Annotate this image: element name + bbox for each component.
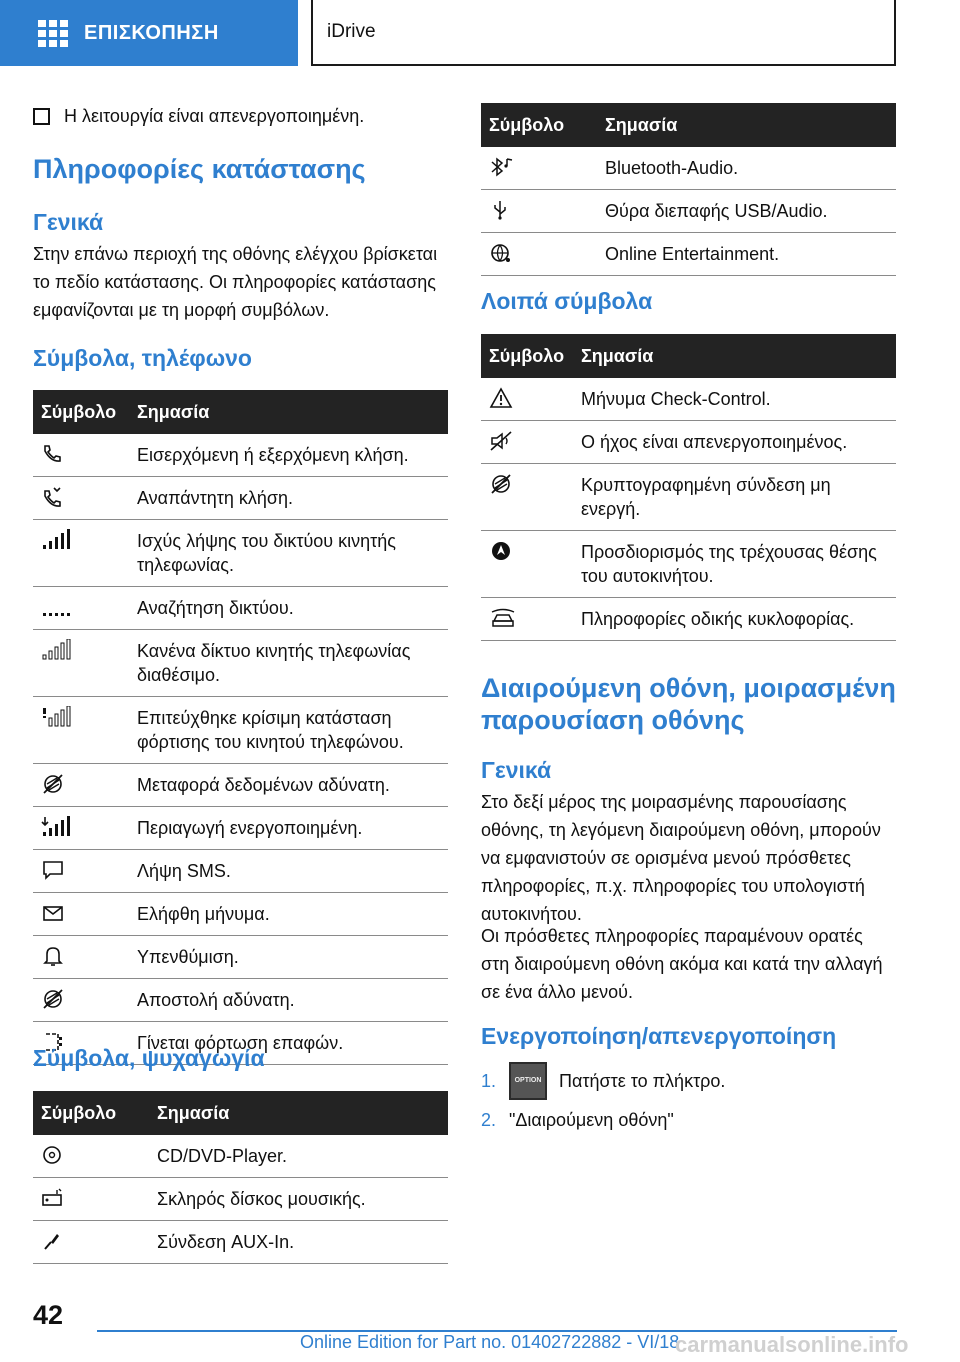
table-row (33, 520, 448, 587)
col-meaning: Σημασία (129, 390, 448, 434)
section-title: iDrive (311, 0, 896, 66)
online-entertainment-icon (489, 242, 513, 264)
row-text: Bluetooth-Audio. (597, 147, 896, 190)
option-button[interactable]: OPTION (509, 1062, 547, 1100)
table-row (33, 850, 448, 893)
data-blocked-icon (41, 773, 65, 795)
table-row (33, 434, 448, 477)
usb-icon (489, 199, 511, 221)
row-text: Επιτεύχθηκε κρίσιμη κατάσταση φόρτισης του κινητού τηλεφώνου. (129, 697, 448, 764)
row-text: Ο ήχος είναι απενεργοποιημένος. (573, 421, 896, 464)
table-row (481, 233, 896, 276)
row-text: Πληροφορίες οδικής κυκλοφορίας. (573, 598, 896, 641)
function-disabled-note (33, 106, 364, 127)
network-search-icon (41, 596, 71, 618)
general-title: Γενικά (33, 209, 104, 235)
overview-tab-label: ΕΠΙΣΚΟΠΗΣΗ (84, 21, 219, 44)
row-text: Σύνδεση AUX-In. (149, 1221, 448, 1264)
page-number: 42 (33, 1300, 64, 1330)
signal-strength-icon (41, 529, 71, 551)
note-text: Η λειτουργία είναι απενεργοποιημένη. (64, 106, 365, 126)
row-text: Αναζήτηση δικτύου. (129, 587, 448, 630)
table-row (33, 1135, 448, 1178)
warning-triangle-icon (489, 387, 513, 409)
col-meaning: Σημασία (149, 1091, 448, 1135)
status-info-title: Πληροφορίες κατάστασης (33, 154, 366, 184)
phone-call-icon (41, 443, 63, 465)
row-text: Κανένα δίκτυο κινητής τηλεφωνίας διαθέσιμο. (129, 630, 448, 697)
table-row (481, 598, 896, 641)
encryption-off-icon (489, 473, 513, 495)
entertainment-symbols-table-2 (481, 103, 896, 276)
mute-icon (489, 430, 515, 452)
no-network-icon (41, 639, 71, 661)
table-row (33, 764, 448, 807)
table-row (33, 1178, 448, 1221)
col-symbol: Σύμβολο (481, 334, 573, 378)
phone-symbols-title: Σύμβολα, τηλέφωνο (33, 345, 252, 371)
activate-title: Ενεργοποίηση/απενεργοποίηση (481, 1023, 837, 1049)
aux-plug-icon (41, 1230, 63, 1252)
other-symbols-table (481, 334, 896, 641)
col-symbol: Σύμβολο (481, 103, 597, 147)
row-text: Προσδιορισμός της τρέχουσας θέσης του αυτοκινήτου. (573, 531, 896, 598)
edition-info: Online Edition for Part no. 01402722882 - VI/18 (300, 1332, 680, 1352)
split-screen-general-title: Γενικά (481, 757, 552, 783)
row-text: Αναπάντητη κλήση. (129, 477, 448, 520)
col-meaning: Σημασία (597, 103, 896, 147)
row-text: Μήνυμα Check-Control. (573, 378, 896, 421)
steps-list (481, 1060, 896, 1134)
table-row (481, 531, 896, 598)
table-row (33, 630, 448, 697)
send-blocked-icon (41, 988, 65, 1010)
traffic-info-icon (489, 607, 519, 629)
row-text: Περιαγωγή ενεργοποιημένη. (129, 807, 448, 850)
watermark: carmanualsonline.info (675, 1332, 909, 1357)
grid-menu-icon (38, 20, 68, 46)
row-text: Online Entertainment. (597, 233, 896, 276)
page-header (0, 0, 960, 66)
row-text: CD/DVD-Player. (149, 1135, 448, 1178)
cd-icon (41, 1144, 63, 1166)
checkbox-icon (33, 108, 50, 125)
col-symbol: Σύμβολο (33, 390, 129, 434)
table-row (33, 936, 448, 979)
critical-battery-icon (41, 706, 71, 728)
table-row (33, 893, 448, 936)
table-row (33, 807, 448, 850)
step-text: Πατήστε το πλήκτρο. (559, 1071, 726, 1091)
row-text: Θύρα διεπαφής USB/Audio. (597, 190, 896, 233)
entertainment-symbols-title: Σύμβολα, ψυχαγωγία (33, 1045, 265, 1071)
table-row (33, 697, 448, 764)
roaming-icon (41, 816, 71, 838)
split-screen-title: Διαιρούμενη οθόνη, μοιρασμένη παρουσίαση οθόνης (481, 673, 896, 735)
missed-call-icon (41, 486, 63, 508)
row-text: Ελήφθη μήνυμα. (129, 893, 448, 936)
split-screen-para1: Στο δεξί μέρος της μοιρασμένης παρουσίασης οθόνης, τη λεγόμενη διαιρούμενη οθόνη, μπορούν να εμφανιστούν σε ορισμένα μενού πρόσθετες πληροφορίες, π.χ. πληροφορίες του υπολογιστή αυτοκινήτου. (481, 792, 881, 924)
row-text: Μεταφορά δεδομένων αδύνατη. (129, 764, 448, 807)
bell-icon (41, 945, 65, 967)
phone-symbols-table (33, 390, 448, 1065)
table-row (481, 147, 896, 190)
envelope-icon (41, 902, 65, 924)
location-icon (489, 540, 513, 562)
row-text: Ισχύς λήψης του δικτύου κινητής τηλεφωνίας. (129, 520, 448, 587)
table-row (481, 421, 896, 464)
row-text: Υπενθύμιση. (129, 936, 448, 979)
table-row (481, 190, 896, 233)
list-item (481, 1060, 896, 1102)
table-row (33, 477, 448, 520)
row-text: Αποστολή αδύνατη. (129, 979, 448, 1022)
col-meaning: Σημασία (573, 334, 896, 378)
table-row (33, 979, 448, 1022)
overview-tab[interactable] (0, 0, 298, 66)
general-text: Στην επάνω περιοχή της οθόνης ελέγχου βρίσκεται το πεδίο κατάστασης. Οι πληροφορίες κατάστασης εμφανίζονται με τη μορφή συμβόλων. (33, 244, 438, 320)
table-row (481, 378, 896, 421)
table-row (481, 464, 896, 531)
row-text: Εισερχόμενη ή εξερχόμενη κλήση. (129, 434, 448, 477)
step-number: 2. (481, 1110, 497, 1130)
bluetooth-audio-icon (489, 156, 515, 178)
entertainment-symbols-table (33, 1091, 448, 1264)
step-text: "Διαιρούμενη οθόνη" (509, 1110, 674, 1130)
row-text: Γίνεται φόρτωση επαφών. (129, 1022, 448, 1065)
list-item (481, 1106, 896, 1134)
table-row (33, 587, 448, 630)
table-row (33, 1221, 448, 1264)
row-text: Λήψη SMS. (129, 850, 448, 893)
step-number: 1. (481, 1071, 497, 1091)
split-screen-para2: Οι πρόσθετες πληροφορίες παραμένουν ορατές στη διαιρούμενη οθόνη ακόμα και κατά την αλλαγή σε ένα άλλο μενού. (481, 926, 883, 1002)
col-symbol: Σύμβολο (33, 1091, 149, 1135)
other-symbols-title: Λοιπά σύμβολα (481, 288, 653, 314)
row-text: Κρυπτογραφημένη σύνδεση μη ενεργή. (573, 464, 896, 531)
hard-disk-icon (41, 1187, 65, 1209)
sms-icon (41, 859, 65, 881)
row-text: Σκληρός δίσκος μουσικής. (149, 1178, 448, 1221)
